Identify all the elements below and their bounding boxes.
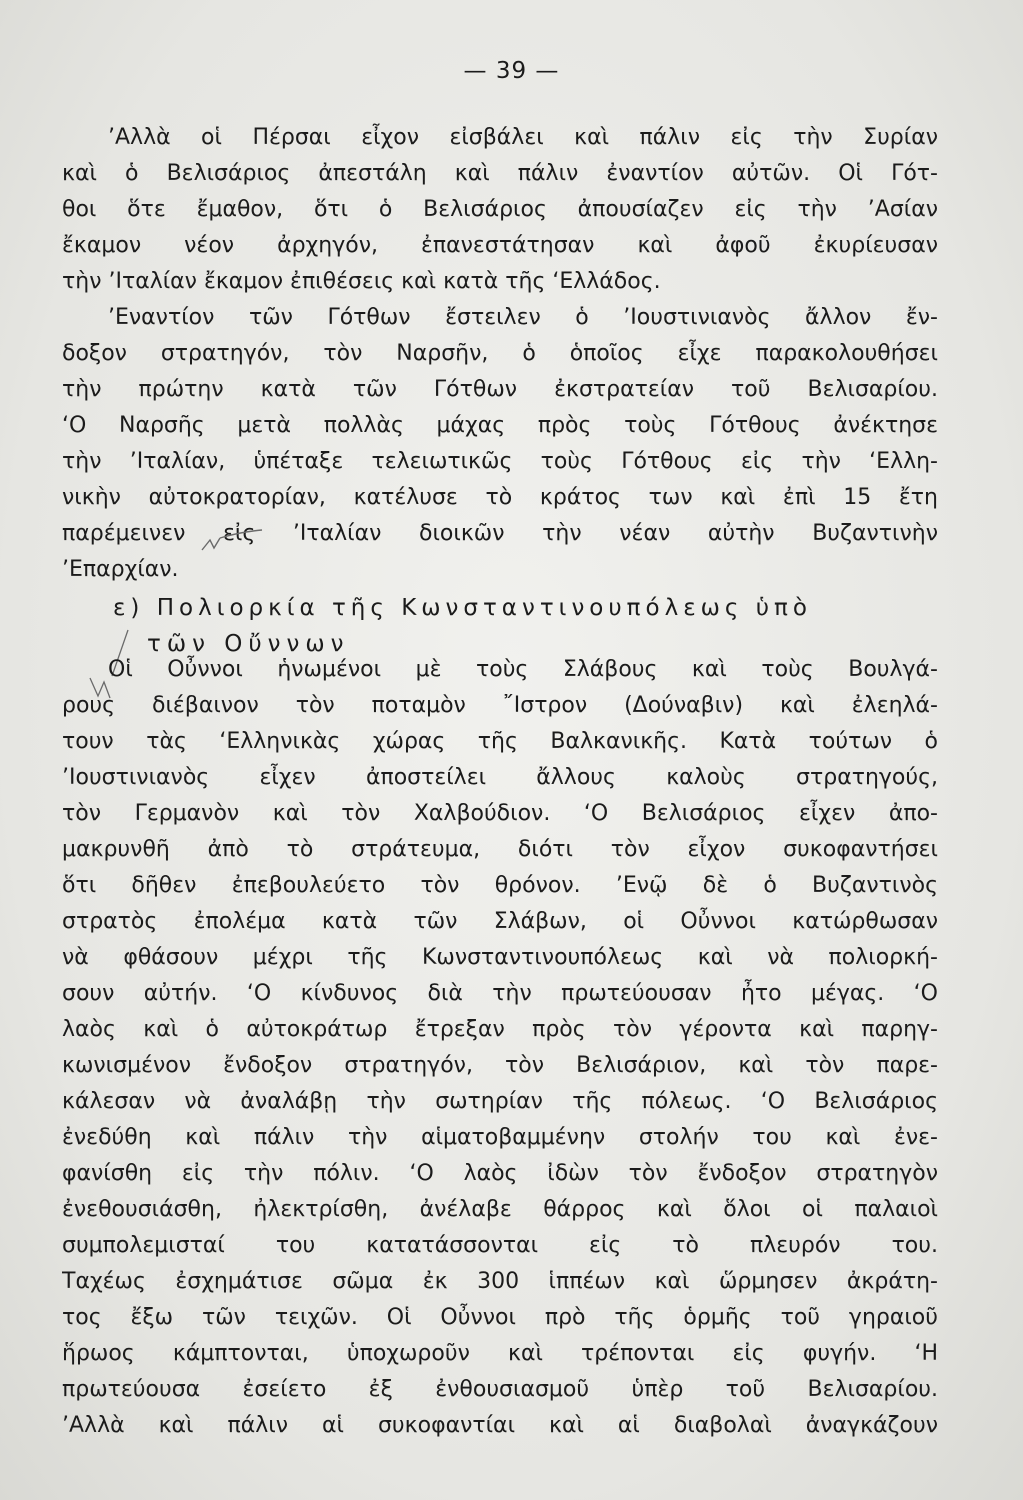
pencil-tick-mark xyxy=(200,528,264,558)
page-number: — 39 — xyxy=(463,58,560,84)
section-heading-line-1: ε) Πολιορκία τῆς Κωνσταντινουπόλεως ὑπὸ xyxy=(113,595,812,621)
text-line-32: τος ἔξω τῶν τειχῶν. Οἱ Οὖννοι πρὸ τῆς ὁρμῆς τοῦ γηραιοῦ xyxy=(62,1305,938,1330)
text-line-22: νὰ φθάσουν μέχρι τῆς Κωνσταντινουπόλεως καὶ νὰ πολιορκή- xyxy=(62,945,938,970)
text-line-12: παρέμεινεν εἰς ’Ιταλίαν διοικῶν τὴν νέαν αὐτὴν Βυζαντινὴν xyxy=(62,521,938,546)
text-line-25: κωνισμένον ἔνδοξον στρατηγόν, τὸν Βελισάριον, καὶ τὸν παρε- xyxy=(62,1053,938,1078)
text-line-29: ἐνεθουσιάσθη, ἠλεκτρίσθη, ἀνέλαβε θάρρος καὶ ὅλοι οἱ παλαιοὶ xyxy=(62,1197,938,1222)
text-line-13: ’Επαρχίαν. xyxy=(62,557,179,582)
text-line-1: ’Αλλὰ οἱ Πέρσαι εἶχον εἰσβάλει καὶ πάλιν εἰς τὴν Συρίαν xyxy=(108,125,938,150)
text-line-17: ’Ιουστινιανὸς εἶχεν ἀποστείλει ἄλλους καλοὺς στρατηγούς, xyxy=(62,765,938,790)
text-line-30: συμπολεμισταί του κατατάσσονται εἰς τὸ πλευρόν του. xyxy=(62,1233,938,1258)
text-line-28: φανίσθη εἰς τὴν πόλιν. ‘Ο λαὸς ἰδὼν τὸν ἔνδοξον στρατηγὸν xyxy=(62,1161,938,1186)
text-line-9: ‘Ο Ναρσῆς μετὰ πολλὰς μάχας πρὸς τοὺς Γότθους ἀνέκτησε xyxy=(62,413,938,438)
text-line-2: καὶ ὁ Βελισάριος ἀπεστάλη καὶ πάλιν ἐναντίον αὐτῶν. Οἱ Γότ- xyxy=(62,161,938,186)
text-line-4: ἔκαμον νέον ἀρχηγόν, ἐπανεστάτησαν καὶ ἀφοῦ ἐκυρίευσαν xyxy=(62,233,938,258)
text-line-5: τὴν ’Ιταλίαν ἔκαμον ἐπιθέσεις καὶ κατὰ τῆς ‘Ελλάδος. xyxy=(62,269,661,294)
text-line-6: ’Εναντίον τῶν Γότθων ἔστειλεν ὁ ’Ιουστινιανὸς ἄλλον ἔν- xyxy=(108,305,938,330)
text-line-16: τουν τὰς ‘Ελληνικὰς χώρας τῆς Βαλκανικῆς. Κατὰ τούτων ὁ xyxy=(62,729,938,754)
text-line-11: νικὴν αὐτοκρατορίαν, κατέλυσε τὸ κράτος των καὶ ἐπὶ 15 ἔτη xyxy=(62,485,938,510)
text-line-14: Οἱ Οὖννοι ἡνωμένοι μὲ τοὺς Σλάβους καὶ τοὺς Βουλγά- xyxy=(108,657,938,682)
text-line-8: τὴν πρώτην κατὰ τῶν Γότθων ἐκστρατείαν τοῦ Βελισαρίου. xyxy=(62,377,938,402)
text-line-27: ἐνεδύθη καὶ πάλιν τὴν αἱματοβαμμένην στολήν του καὶ ἐνε- xyxy=(62,1125,938,1150)
text-line-3: θοι ὅτε ἔμαθον, ὅτι ὁ Βελισάριος ἀπουσίαζεν εἰς τὴν ’Ασίαν xyxy=(62,197,938,222)
text-line-34: πρωτεύουσα ἐσείετο ἐξ ἐνθουσιασμοῦ ὑπὲρ τοῦ Βελισαρίου. xyxy=(62,1377,938,1402)
text-line-23: σουν αὐτήν. ‘Ο κίνδυνος διὰ τὴν πρωτεύουσαν ἦτο μέγας. ‘Ο xyxy=(62,981,938,1006)
text-line-21: στρατὸς ἐπολέμα κατὰ τῶν Σλάβων, οἱ Οὖννοι κατώρθωσαν xyxy=(62,909,938,934)
text-line-33: ἥρωος κάμπτονται, ὑποχωροῦν καὶ τρέπονται εἰς φυγήν. ‘Η xyxy=(62,1341,938,1366)
text-line-18: τὸν Γερμανὸν καὶ τὸν Χαλβούδιον. ‘Ο Βελισάριος εἶχεν ἀπο- xyxy=(62,801,938,826)
text-line-15: ρους διέβαινον τὸν ποταμὸν ῎Ιστρον (Δούναβιν) καὶ ἐλεηλά- xyxy=(62,693,938,718)
section-heading-line-2: τῶν Οὔννων xyxy=(147,631,350,657)
text-line-20: ὅτι δῆθεν ἐπεβουλεύετο τὸν θρόνον. ’Ενῷ δὲ ὁ Βυζαντινὸς xyxy=(62,873,938,898)
text-line-31: Ταχέως ἐσχημάτισε σῶμα ἐκ 300 ἱππέων καὶ ὥρμησεν ἀκράτη- xyxy=(62,1269,938,1294)
text-line-19: μακρυνθῆ ἀπὸ τὸ στράτευμα, διότι τὸν εἶχον συκοφαντήσει xyxy=(62,837,938,862)
text-line-24: λαὸς καὶ ὁ αὐτοκράτωρ ἔτρεξαν πρὸς τὸν γέροντα καὶ παρηγ- xyxy=(62,1017,938,1042)
text-line-35: ’Αλλὰ καὶ πάλιν αἱ συκοφαντίαι καὶ αἱ διαβολαὶ ἀναγκάζουν xyxy=(62,1413,938,1438)
text-line-7: δοξον στρατηγόν, τὸν Ναρσῆν, ὁ ὁποῖος εἶχε παρακολουθήσει xyxy=(62,341,938,366)
text-line-26: κάλεσαν νὰ ἀναλάβῃ τὴν σωτηρίαν τῆς πόλεως. ‘Ο Βελισάριος xyxy=(62,1089,938,1114)
text-line-10: τὴν ’Ιταλίαν, ὑπέταξε τελειωτικῶς τοὺς Γότθους εἰς τὴν ‘Ελλη- xyxy=(62,449,938,474)
